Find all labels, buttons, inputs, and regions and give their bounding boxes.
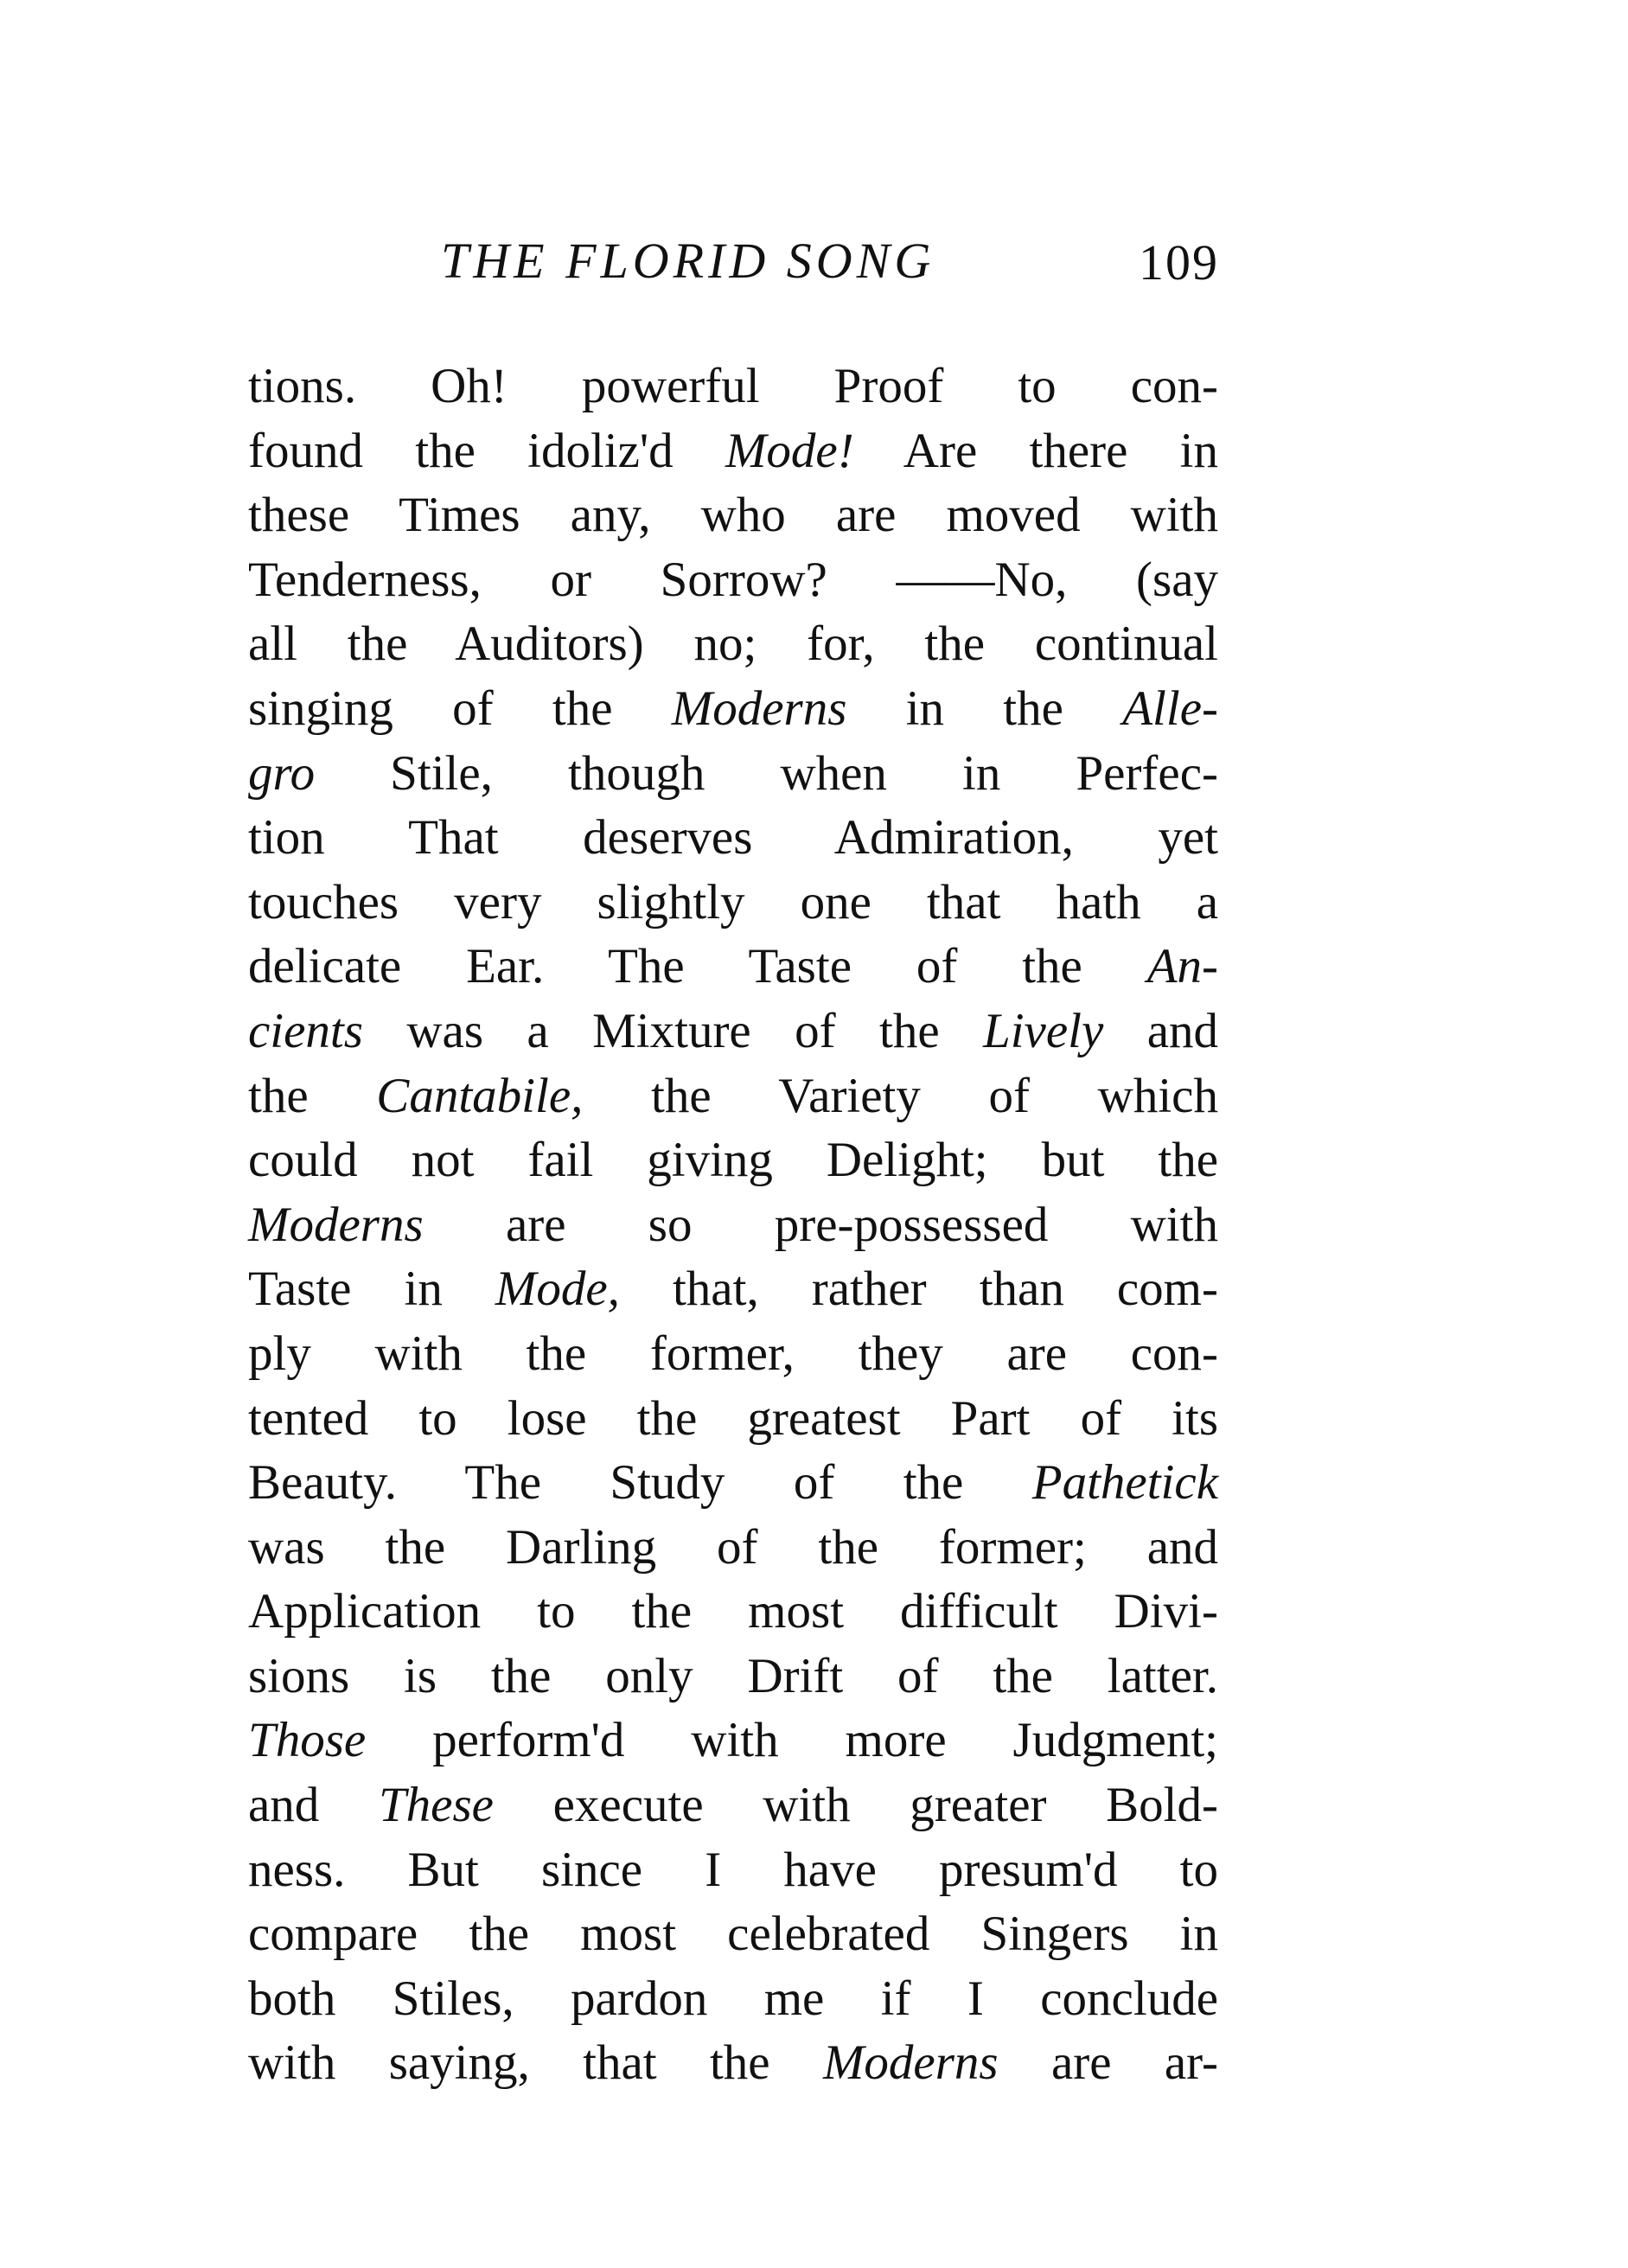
italic-text: gro xyxy=(248,745,316,801)
text-line xyxy=(248,2031,1218,2096)
text-line xyxy=(248,419,1218,484)
text-line xyxy=(248,871,1218,936)
text-segment: touches very slightly one that hath a xyxy=(248,874,1218,930)
text-segment: sions is the only Drift of the latter. xyxy=(248,1648,1218,1703)
text-segment: tented to lose the greatest Part of its xyxy=(248,1390,1218,1446)
text-line xyxy=(248,742,1218,807)
text-segment: was the Darling of the former; and xyxy=(248,1519,1218,1575)
text-segment: Taste in xyxy=(248,1262,495,1317)
text-segment: and xyxy=(1103,1003,1218,1058)
text-segment: compare the most celebrated Singers in xyxy=(248,1907,1218,1962)
text-segment: execute with greater Bold- xyxy=(493,1778,1218,1833)
text-line xyxy=(248,1322,1218,1387)
text-segment: found the idoliz'd xyxy=(248,423,725,478)
text-line xyxy=(248,935,1218,1000)
italic-text: Moderns xyxy=(248,1197,424,1252)
text-line xyxy=(248,677,1218,742)
text-segment: tions. Oh! powerful Proof to con- xyxy=(248,359,1218,413)
text-segment: perform'd with more Judgment; xyxy=(366,1713,1218,1768)
text-segment: Stile, though when in Perfec- xyxy=(315,745,1218,801)
text-segment: singing of the xyxy=(248,680,672,736)
italic-text: Cantabile, xyxy=(376,1068,584,1123)
italic-text: Mode! xyxy=(725,423,854,478)
text-segment: ness. But since I have presum'd to xyxy=(248,1842,1218,1897)
text-line xyxy=(248,1580,1218,1645)
text-line xyxy=(248,1516,1218,1581)
text-line xyxy=(248,1773,1218,1838)
text-segment: that, rather than com- xyxy=(619,1262,1218,1317)
running-title: THE FLORID SONG xyxy=(441,233,935,289)
body-text xyxy=(248,355,1218,2096)
italic-text: Those xyxy=(248,1713,367,1768)
italic-text: Lively xyxy=(983,1003,1104,1058)
text-line xyxy=(248,1064,1218,1129)
text-segment: these Times any, who are moved with xyxy=(248,488,1218,543)
text-segment: all the Auditors) no; for, the continual xyxy=(248,617,1218,672)
text-segment: was a Mixture of the xyxy=(362,1003,984,1058)
text-line xyxy=(248,1128,1218,1193)
text-line xyxy=(248,612,1218,677)
text-segment: with saying, that the xyxy=(248,2035,823,2091)
text-line xyxy=(248,483,1218,548)
italic-text: An- xyxy=(1146,939,1218,994)
text-line xyxy=(248,1451,1218,1516)
italic-text: These xyxy=(378,1778,494,1833)
text-segment: Are there in xyxy=(853,423,1218,478)
text-segment: delicate Ear. The Taste of the xyxy=(248,939,1147,994)
text-segment: are ar- xyxy=(998,2035,1219,2091)
text-line xyxy=(248,1193,1218,1258)
running-header xyxy=(441,232,1219,301)
text-segment: both Stiles, pardon me if I conclude xyxy=(248,1971,1218,2026)
text-segment: Beauty. The Study of the xyxy=(248,1455,1032,1511)
text-segment: are so pre-possessed with xyxy=(423,1197,1218,1252)
text-line xyxy=(248,1645,1218,1709)
text-segment: the Variety of which xyxy=(583,1068,1218,1123)
text-line xyxy=(248,1000,1218,1064)
page-number: 109 xyxy=(1139,234,1219,291)
text-line xyxy=(248,1387,1218,1452)
text-segment: and xyxy=(248,1778,379,1833)
text-segment: tion That deserves Admiration, yet xyxy=(248,810,1218,866)
italic-text: Moderns xyxy=(671,680,847,736)
italic-text: Alle- xyxy=(1122,680,1218,736)
italic-text: cients xyxy=(248,1003,363,1058)
italic-text: Moderns xyxy=(822,2035,999,2091)
text-segment: ply with the former, they are con- xyxy=(248,1326,1218,1381)
text-segment: in the xyxy=(846,680,1123,736)
text-line xyxy=(248,355,1218,419)
text-line xyxy=(248,1257,1218,1322)
text-line xyxy=(248,548,1218,613)
italic-text: Pathetick xyxy=(1031,1455,1218,1511)
text-line xyxy=(248,1709,1218,1773)
text-line xyxy=(248,806,1218,871)
text-segment: Tenderness, or Sorrow? ——No, (say xyxy=(248,552,1218,607)
text-line xyxy=(248,1838,1218,1903)
text-segment: could not fail giving Delight; but the xyxy=(248,1133,1218,1188)
text-line xyxy=(248,1967,1218,2032)
text-segment: Application to the most difficult Divi- xyxy=(248,1584,1218,1639)
text-segment: the xyxy=(248,1068,377,1123)
italic-text: Mode, xyxy=(495,1262,620,1317)
text-line xyxy=(248,1902,1218,1967)
